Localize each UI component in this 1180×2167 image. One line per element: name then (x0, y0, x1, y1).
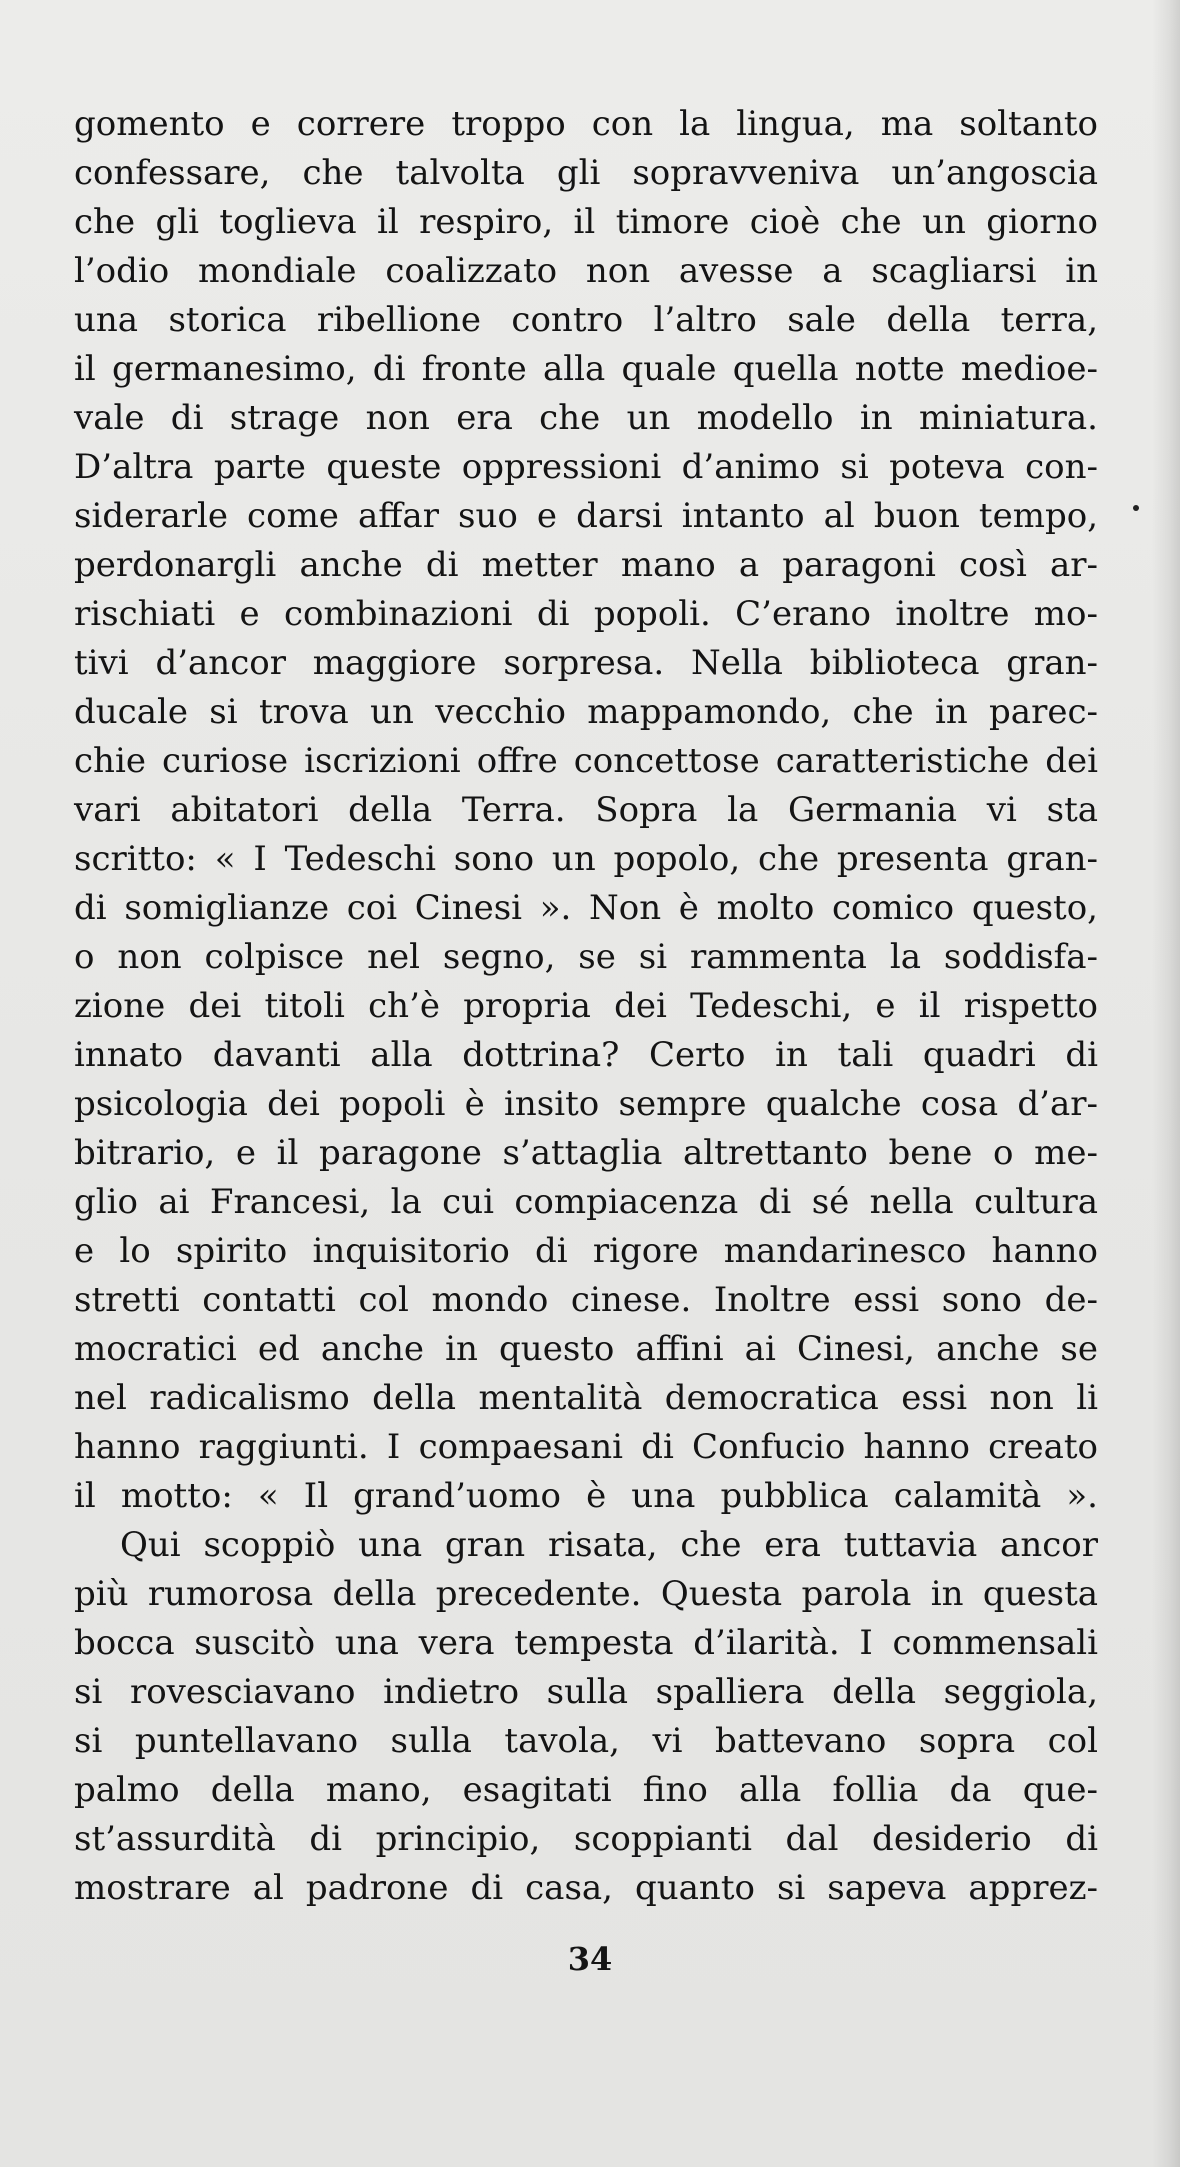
text-line: hanno raggiunti. I compaesani di Confucio hanno creato (74, 1427, 1098, 1467)
text-line: psicologia dei popoli è insito sempre qualche cosa d’ar- (74, 1084, 1098, 1124)
text-line: o non colpisce nel segno, se si rammenta la soddisfa- (74, 937, 1098, 977)
text-line: bocca suscitò una vera tempesta d’ilarità. I commensali (74, 1623, 1098, 1663)
text-line: scritto: « I Tedeschi sono un popolo, che presenta gran- (74, 839, 1098, 879)
print-speck (1133, 505, 1139, 511)
text-line: l’odio mondiale coalizzato non avesse a scagliarsi in (74, 251, 1098, 291)
text-line: rischiati e combinazioni di popoli. C’erano inoltre mo- (74, 594, 1098, 634)
text-line: il germanesimo, di fronte alla quale quella notte medioe- (74, 349, 1098, 389)
text-line: siderarle come affar suo e darsi intanto al buon tempo, (74, 496, 1098, 536)
text-line: mocratici ed anche in questo affini ai Cinesi, anche se (74, 1329, 1098, 1369)
text-line: bitrario, e il paragone s’attaglia altrettanto bene o me- (74, 1133, 1098, 1173)
text-line: che gli toglieva il respiro, il timore cioè che un giorno (74, 202, 1098, 242)
text-line: glio ai Francesi, la cui compiacenza di sé nella cultura (74, 1182, 1098, 1222)
text-line: Qui scoppiò una gran risata, che era tuttavia ancor (120, 1525, 1098, 1565)
text-line: vale di strage non era che un modello in miniatura. (74, 398, 1098, 438)
text-line: chie curiose iscrizioni offre concettose caratteristiche dei (74, 741, 1098, 781)
text-line: più rumorosa della precedente. Questa parola in questa (74, 1574, 1098, 1614)
text-line: gomento e correre troppo con la lingua, ma soltanto (74, 104, 1098, 144)
text-line: D’altra parte queste oppressioni d’animo si poteva con- (74, 447, 1098, 487)
text-line: perdonargli anche di metter mano a paragoni così ar- (74, 545, 1098, 585)
text-line: di somiglianze coi Cinesi ». Non è molto comico questo, (74, 888, 1098, 928)
text-line: mostrare al padrone di casa, quanto si sapeva apprez- (74, 1868, 1098, 1908)
text-line: st’assurdità di principio, scoppianti dal desiderio di (74, 1819, 1098, 1859)
text-line: vari abitatori della Terra. Sopra la Germania vi sta (74, 790, 1098, 830)
text-line: tivi d’ancor maggiore sorpresa. Nella biblioteca gran- (74, 643, 1098, 683)
text-line: ducale si trova un vecchio mappamondo, che in parec- (74, 692, 1098, 732)
page-edge-shadow (1152, 0, 1180, 2167)
text-line: e lo spirito inquisitorio di rigore mandarinesco hanno (74, 1231, 1098, 1271)
page-number: 34 (567, 1940, 613, 1978)
text-line: palmo della mano, esagitati fino alla follia da que- (74, 1770, 1098, 1810)
text-line: confessare, che talvolta gli sopravveniva un’angoscia (74, 153, 1098, 193)
text-line: si puntellavano sulla tavola, vi battevano sopra col (74, 1721, 1098, 1761)
text-line: il motto: « Il grand’uomo è una pubblica calamità ». (74, 1476, 1098, 1516)
text-line: stretti contatti col mondo cinese. Inoltre essi sono de- (74, 1280, 1098, 1320)
text-line: nel radicalismo della mentalità democratica essi non li (74, 1378, 1098, 1418)
text-line: si rovesciavano indietro sulla spalliera della seggiola, (74, 1672, 1098, 1712)
text-line: una storica ribellione contro l’altro sale della terra, (74, 300, 1098, 340)
text-line: zione dei titoli ch’è propria dei Tedeschi, e il rispetto (74, 986, 1098, 1026)
body-text (74, 100, 1098, 1913)
text-line: innato davanti alla dottrina? Certo in tali quadri di (74, 1035, 1098, 1075)
